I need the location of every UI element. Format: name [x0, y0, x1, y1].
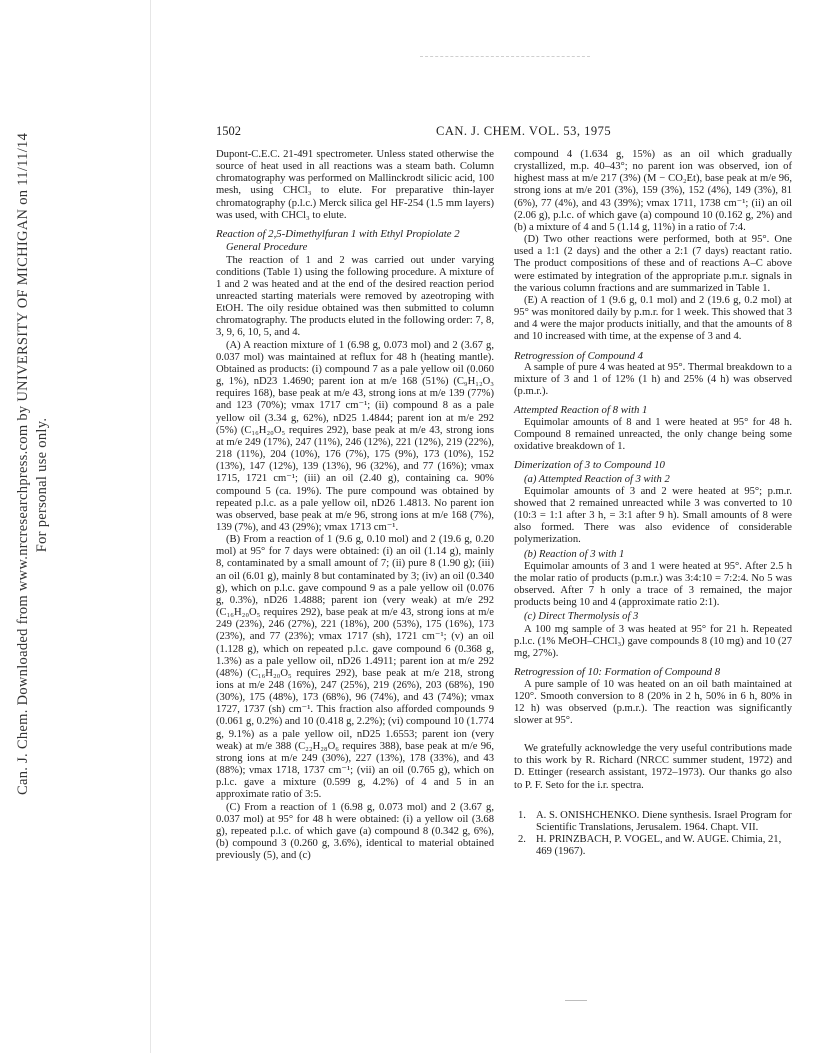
left-column: [216, 149, 494, 862]
watermark-line-2: For personal use only.: [34, 417, 50, 553]
section-heading-attempted-8: Attempted Reaction of 8 with 1: [514, 404, 648, 417]
subheading-general-procedure: General Procedure: [226, 242, 308, 254]
reference-number: 1.: [518, 809, 526, 821]
paragraph-c: A 100 mg sample of 3 was heated at 95° for 21 h. Repeated p.l.c. (1% MeOH–CHCl₃) gave compounds 8 (10 mg) and 10 (27 mg, 27%).: [514, 623, 792, 659]
subheading-a: (a) Attempted Reaction of 3 with 2: [524, 473, 670, 485]
paragraph-general-procedure: The reaction of 1 and 2 was carried out under varying conditions (Table 1) using the following procedure. A mixture of 1 and 2 was heated and at the end of the desired reaction period unreacted starting materials were removed by azeotroping with EtOH. The oily residue obtained was then submitted to column chromatography. The products eluted in the following order: 7, 8, 3, 9, 6, 10, 5, and 4.: [216, 254, 494, 339]
section-heading-dimerization: Dimerization of 3 to Compound 10: [514, 459, 665, 472]
download-watermark: [14, 132, 60, 795]
scan-artifact-dashes: [420, 56, 590, 59]
reference-item: [514, 810, 792, 834]
footer-dash: [565, 1000, 587, 1001]
paragraph-b: Equimolar amounts of 3 and 1 were heated at 95°. After 2.5 h the molar ratio of products (p.m.r.) was 3:4:10 = 7:2:4. No 5 was observed. After 7 h only a trace of 3 remained, the major products being 10 and 4 (approximate ratio 2:1).: [514, 560, 792, 609]
paragraph-intro: Dupont-C.E.C. 21-491 spectrometer. Unless stated otherwise the source of heat used in all reactions was a steam bath. Column chromatography was performed on Mallinckrodt silicic acid, 100 mesh, using CHCl₃ to elute. For preparative thin-layer chromatography (p.l.c.) Merck silica gel HF-254 (1.5 mm layers) was used, with CHCl₃ to elute.: [216, 149, 494, 221]
paragraph-reaction-b: (B) From a reaction of 1 (9.6 g, 0.10 mol) and 2 (19.6 g, 0.20 mol) at 95° for 7 days were obtained: (i) an oil (1.14 g), mainly 8, contaminated by a small amount of 7; (ii) pure 8 (1.90 g); (iii) an oil (6.01 g), mainly 8 but contaminated by 3; (iv) an oil (0.340 g), which on p.l.c. gave compound 9 as a pale yellow oil (0.076 g, 0.3%), nD26 1.4888; parent ion (very weak) at m/e 292 (C₁₆H₂₀O₅ requires 292), base peak at m/e 43, strong ions at m/e 249 (23%), 246 (27%), 221 (18%), 200 (53%), 175 (16%), 173 (23%), and 77 (23%); νmax 1717 (sh), 1721 cm⁻¹; (v) an oil (1.128 g), which on repeated p.l.c. gave compound 6 (0.368 g, 1.3%) as a pale yellow oil, nD26 1.4911; parent ion at m/e 292 (48%) (C₁₆H₂₀O₅ requires 292), base peak at m/e 218, strong ions at m/e 248 (16%), 247 (25%), 219 (26%), 203 (68%), 190 (30%), 175 (48%), 173 (68%), 96 (74%), and 43 (74%); νmax 1727, 1737 (sh) cm⁻¹. This fraction also afforded compounds 9 (0.061 g, 0.2%) and 10 (0.418 g, 2.2%); (vi) compound 10 (1.774 g, 9.1%) as a pale yellow oil, nD25 1.6553; parent ion (very weak) at m/e 388 (C₂₂H₂₈O₆ requires 388), base peak at m/e 96, strong ions at m/e 249 (30%), 227 (13%), 178 (33%), and 43 (88%); νmax 1718, 1737 cm⁻¹; (vii) an oil (0.765 g), which on p.l.c. gave a mixture (0.599 g, 4.2%) of 4 and 5 in an approximate ratio of 3:5.: [216, 534, 494, 801]
subheading-c: (c) Direct Thermolysis of 3: [524, 611, 639, 623]
paragraph-retrogression-4: A sample of pure 4 was heated at 95°. Thermal breakdown to a mixture of 3 and 1 of 12% (1 h) and 25% (4 h) was observed (p.m.r.).: [514, 361, 792, 398]
reference-text: A. S. ONISHCHENKO. Diene synthesis. Israel Program for Scientific Translations, Jerusalem. 1964. Chapt. VII.: [536, 809, 792, 833]
page-number: 1502: [216, 124, 241, 138]
subheading-b: (b) Reaction of 3 with 1: [524, 548, 625, 560]
paragraph-retrogression-10: A pure sample of 10 was heated on an oil bath maintained at 120°. Smooth conversion to 8 (20% in 2 h, 50% in 6 h, 80% in 12 h) was observed (p.m.r.). The reaction was significantly slower at 95°.: [514, 678, 792, 727]
section-heading-retrogression-10: Retrogression of 10: Formation of Compound 8: [514, 666, 721, 679]
reference-list: [514, 810, 792, 859]
right-column: [514, 149, 792, 858]
watermark-line-1: Can. J. Chem. Downloaded from www.nrcresearchpress.com by UNIVERSITY OF MICHIGAN on 11/11/14: [15, 132, 31, 795]
section-heading-reaction: Reaction of 2,5-Dimethylfuran 1 with Ethyl Propiolate 2: [216, 227, 460, 240]
paragraph-reaction-c: (C) From a reaction of 1 (6.98 g, 0.073 mol) and 2 (3.67 g, 0.037 mol) at 95° for 48 h were obtained: (i) a yellow oil (3.68 g), repeated p.l.c. of which gave (a) compound 8 (0.342 g, 6%), (b) compound 3 (0.260 g, 3.6%), identical to material obtained previously (5), and (c): [216, 801, 494, 862]
reference-number: 2.: [518, 834, 526, 846]
acknowledgements: We gratefully acknowledge the very useful contributions made to this work by R. Richard (NRCC summer student, 1972) and D. Ettinger (research assistant, 1972–1973). Our thanks go also to P. F. Seto for the i.r. spectra.: [514, 743, 792, 791]
paragraph-reaction-c-continued: compound 4 (1.634 g, 15%) as an oil which gradually crystallized, m.p. 40–43°; no parent ion was observed, ion of highest mass at m/e 217 (3%) (M − CO₂Et), base peak at m/e 96, strong ions at m/e 201 (3%), 159 (3%), 152 (4%), 149 (3%), 81 (6%), 77 (4%), and 43 (39%); νmax 1711, 1738 cm⁻¹; (ii) an oil (2.06 g), p.l.c. of which gave (a) compound 10 (0.162 g, 2%) and (b) a mixture of 4 and 5 (1.14 g, 11%) in a ratio of 7:4.: [514, 149, 792, 233]
reference-text: H. PRINZBACH, P. VOGEL, and W. AUGE. Chimia, 21, 469 (1967).: [536, 834, 782, 858]
paragraph-reaction-e: (E) A reaction of 1 (9.6 g, 0.1 mol) and 2 (19.6 g, 0.2 mol) at 95° was monitored daily by p.m.r. for 1 week. This showed that 3 and 4 were the major products initially, and that the amounts of 8 and 10 increased with time, at the expense of 3 and 4.: [514, 294, 792, 343]
reference-item: [514, 834, 792, 858]
paragraph-reaction-a: (A) A reaction mixture of 1 (6.98 g, 0.073 mol) and 2 (3.67 g, 0.037 mol) was maintained at reflux for 48 h (heating mantle). Obtained as products: (i) compound 7 as a pale yellow oil (0.060 g, 1%), nD23 1.4690; parent ion at m/e 168 (51%) (C₉H₁₂O₃ requires 168), base peak at m/e 43, strong ions at m/e 139 (77%) and 123 (70%); νmax 1717 cm⁻¹; (ii) compound 8 as a pale yellow oil (3.34 g, 62%), nD25 1.4844; parent ion at m/e 292 (5%) (C₁₆H₂₀O₅ requires 292), base peak at m/e 43, strong ions at m/e 249 (17%), 247 (11%), 246 (12%), 221 (12%), 219 (22%), 218 (11%), 204 (10%), 176 (7%), 175 (9%), 173 (10%), 152 (13%), 147 (12%), 139 (13%), 96 (32%), and 77 (16%); νmax 1715, 1721 cm⁻¹; (iii) an oil (2.40 g), containing ca. 90% compound 5 (ca. 19%). The pure compound was obtained by repeated p.l.c. as a pale yellow oil, nD26 1.4813. No parent ion was observed, base peak at m/e 96, strong ions at m/e 168 (7%), 139 (7%), and 43 (29%); νmax 1713 cm⁻¹.: [216, 339, 494, 533]
paragraph-reaction-d: (D) Two other reactions were performed, both at 95°. One used a 1:1 (2 days) and the other a 2:1 (7 days) reactant ratio. The product compositions of these and of reactions A–C above were estimated by integration of the appropriate p.m.r. signals in the various column fractions and are summarized in Table 1.: [514, 234, 792, 294]
running-head: CAN. J. CHEM. VOL. 53, 1975: [436, 124, 612, 138]
scan-edge-line: [150, 0, 151, 1053]
paragraph-attempted-8: Equimolar amounts of 8 and 1 were heated at 95° for 48 h. Compound 8 remained unreacted, the only change being some oxidative breakdown of 1.: [514, 416, 792, 453]
section-heading-retrogression-4: Retrogression of Compound 4: [514, 349, 644, 362]
paragraph-a: Equimolar amounts of 3 and 2 were heated at 95°; p.m.r. showed that 2 remained unreacted while 3 was converted to 10 (10:3 = 1:1 after 3 h, = 3:1 after 9 h). Small amounts of 8 were also formed. There was also evidence of considerable polymerization.: [514, 485, 792, 546]
